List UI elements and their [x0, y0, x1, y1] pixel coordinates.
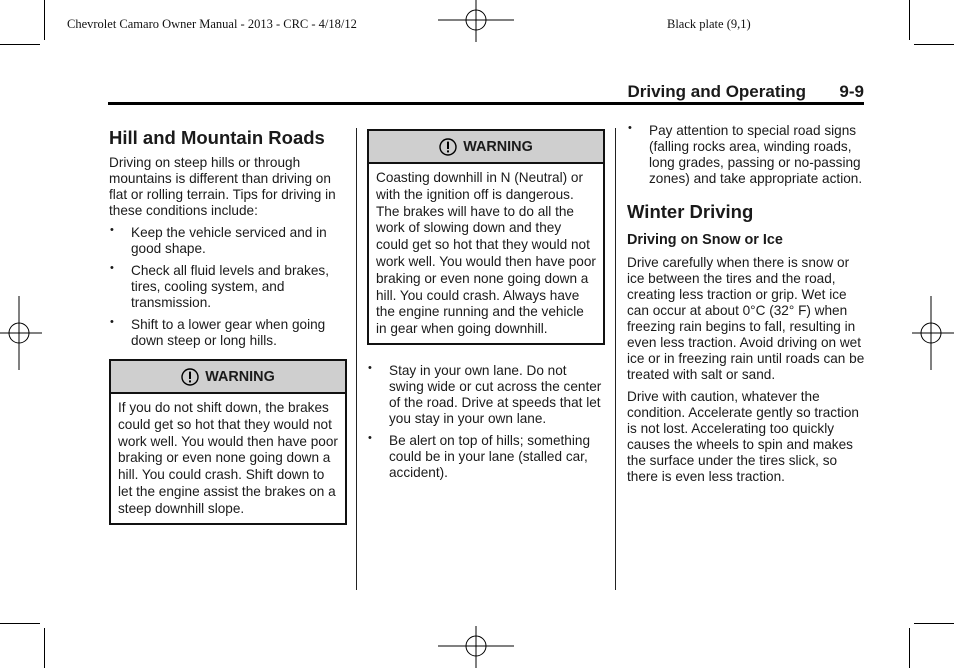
- warning-header: [111, 361, 345, 394]
- road-tips-list: [367, 363, 605, 481]
- column-2: [367, 129, 605, 481]
- registration-mark-right: [910, 296, 954, 372]
- snow-ice-subheading: Driving on Snow or Ice: [627, 232, 783, 248]
- column-divider-2: [615, 128, 616, 590]
- column-1: [109, 127, 347, 525]
- snow-ice-paragraph-1: Drive carefully when there is snow or ice between the tires and the road, creating less traction or grip. Wet ice can occur at about 0°C (32° F) when freezing rain begins to fall, resulting in even less traction. Avoid driving on wet ice or in freezing rain until roads can be treated with salt or sand.: [627, 255, 865, 382]
- hill-mountain-heading: Hill and Mountain Roads: [109, 127, 325, 148]
- warning-label: WARNING: [463, 138, 533, 155]
- section-title: Driving and Operating: [627, 82, 806, 101]
- registration-mark-top: [438, 0, 518, 44]
- warning-text: Coasting downhill in N (Neutral) or with the ignition off is dangerous. The brakes will have to do all the work of slowing down and they could get so hot that they would not work well. You would then have poor braking or even none going down a hill. You could crash. Always have the engine running and the vehicle in gear when going downhill.: [376, 170, 596, 337]
- registration-mark-left: [0, 296, 44, 372]
- column-3: [627, 123, 865, 485]
- list-item: • Check all fluid levels and brakes, tires, cooling system, and transmission.: [109, 263, 347, 311]
- list-item: • Stay in your own lane. Do not swing wide or cut across the center of the road. Drive at speeds that let you stay in your own lane.: [367, 363, 605, 427]
- list-item: • Keep the vehicle serviced and in good shape.: [109, 225, 347, 257]
- plate-header-right: Black plate (9,1): [667, 17, 751, 31]
- plate-header-left: Chevrolet Camaro Owner Manual - 2013 - CRC - 4/18/12: [67, 17, 357, 31]
- list-item: • Pay attention to special road signs (falling rocks area, winding roads, long grades, passing or no-passing zones) and take appropriate action.: [627, 123, 865, 187]
- warning-icon: [181, 368, 199, 386]
- registration-mark-bottom: [438, 624, 518, 668]
- column-divider-1: [356, 128, 357, 590]
- list-item: • Be alert on top of hills; something could be in your lane (stalled car, accident).: [367, 433, 605, 481]
- warning-text: If you do not shift down, the brakes could get so hot that they would not work well. You would then have poor braking or even none going down a hill. You could crash. Shift down to let the engine assist the brakes on a steep downhill slope.: [118, 400, 338, 516]
- hill-intro-paragraph: Driving on steep hills or through mountains is different than driving on flat or rolling terrain. Tips for driving in these conditions include:: [109, 155, 336, 218]
- warning-icon: [439, 138, 457, 156]
- hill-tips-list: [109, 225, 347, 349]
- page-number: 9-9: [839, 82, 864, 101]
- warning-box-coasting: [367, 129, 605, 345]
- sign-tips-list: [627, 123, 865, 187]
- warning-header: [369, 131, 603, 164]
- warning-box-shift-down: [109, 359, 347, 525]
- snow-ice-paragraph-2: Drive with caution, whatever the condition. Accelerate gently so traction is not lost. Accelerating too quickly causes the wheels to spin and makes the surface under the tires slick, so there is even less traction.: [627, 389, 859, 484]
- winter-driving-heading: Winter Driving: [627, 201, 754, 222]
- warning-label: WARNING: [205, 368, 275, 385]
- list-item: • Shift to a lower gear when going down steep or long hills.: [109, 317, 347, 349]
- section-header: [108, 80, 864, 105]
